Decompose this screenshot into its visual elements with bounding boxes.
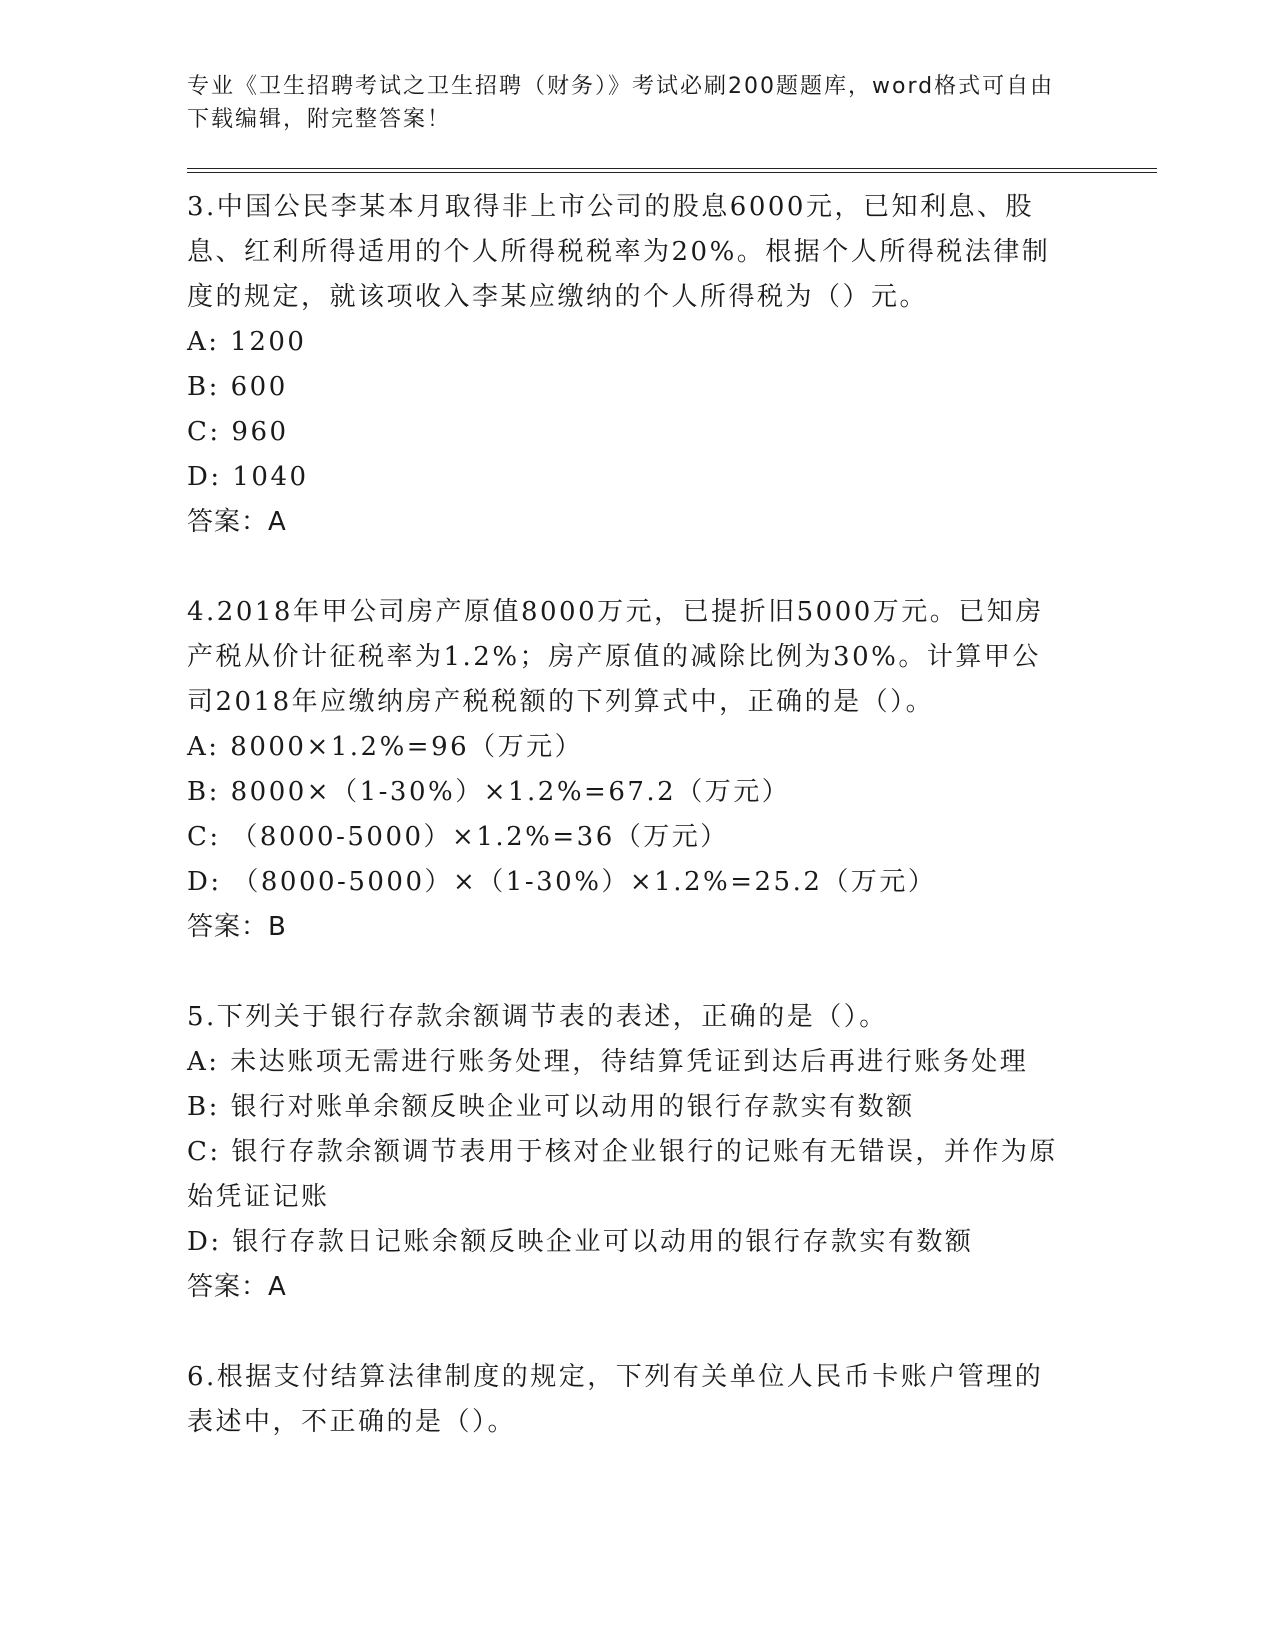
answer: 答案：B: [187, 912, 287, 942]
question-4: [187, 590, 1067, 950]
option-b: B: 600: [187, 372, 288, 402]
option-a: A: 未达账项无需进行账务处理，待结算凭证到达后再进行账务处理: [187, 1047, 1029, 1077]
option-c: C: 银行存款余额调节表用于核对企业银行的记账有无错误，并作为原始凭证记账: [187, 1137, 1058, 1212]
question-text: 4.2018年甲公司房产原值8000万元，已提折旧5000万元。已知房产税从价计征税率为1.2%；房产原值的减除比例为30%。计算甲公司2018年应缴纳房产税税额的下列算式中，正确的是（）。: [187, 597, 1044, 717]
answer: 答案：A: [187, 1272, 287, 1302]
option-d: D: 银行存款日记账余额反映企业可以动用的银行存款实有数额: [187, 1227, 974, 1257]
header-divider: [187, 168, 1157, 173]
option-d: D: （8000-5000）×（1-30%）×1.2%=25.2（万元）: [187, 867, 937, 897]
option-b: B: 8000×（1-30%）×1.2%=67.2（万元）: [187, 777, 791, 807]
document-page: [187, 70, 1157, 1445]
question-6: [187, 1355, 1067, 1445]
document-header: 专业《卫生招聘考试之卫生招聘（财务）》考试必刷200题题库，word格式可自由下载编辑，附完整答案！: [187, 74, 1055, 132]
option-c: C: （8000-5000）×1.2%=36（万元）: [187, 822, 729, 852]
question-text: 6.根据支付结算法律制度的规定，下列有关单位人民币卡账户管理的表述中，不正确的是（）。: [187, 1362, 1044, 1437]
question-3: [187, 185, 1067, 545]
question-text: 3.中国公民李某本月取得非上市公司的股息6000元，已知利息、股息、红利所得适用的个人所得税税率为20%。根据个人所得税法律制度的规定，就该项收入李某应缴纳的个人所得税为（）元。: [187, 192, 1051, 312]
answer: 答案：A: [187, 507, 287, 537]
option-a: A: 1200: [187, 327, 307, 357]
option-c: C: 960: [187, 417, 289, 447]
option-a: A: 8000×1.2%=96（万元）: [187, 732, 584, 762]
option-d: D: 1040: [187, 462, 309, 492]
option-b: B: 银行对账单余额反映企业可以动用的银行存款实有数额: [187, 1092, 915, 1122]
question-5: [187, 995, 1067, 1310]
question-text: 5.下列关于银行存款余额调节表的表述，正确的是（）。: [187, 1002, 888, 1032]
